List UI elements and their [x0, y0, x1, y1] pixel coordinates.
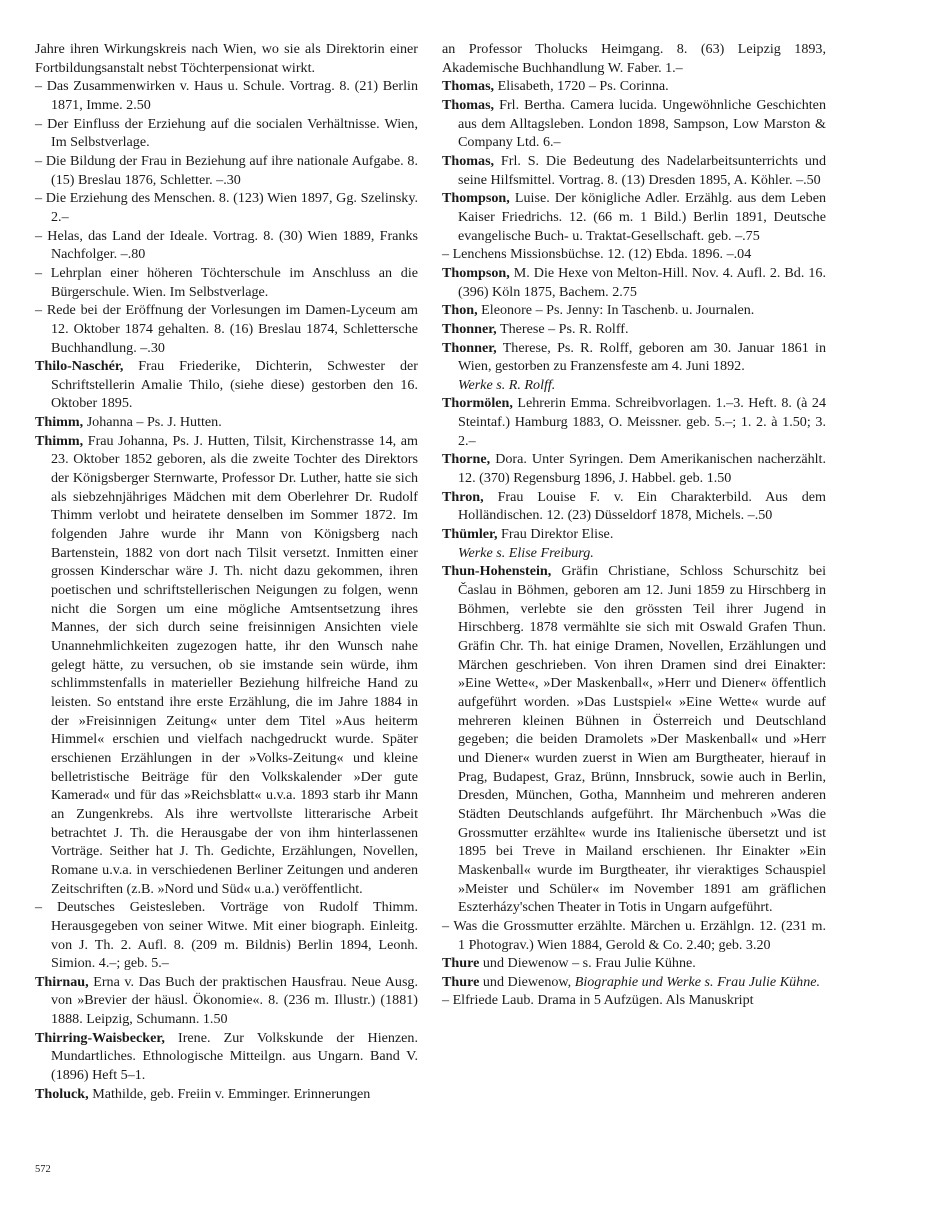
continuation-text: an Professor Tholucks Heimgang. 8. (63) Leipzig 1893, Akademische Buchhandlung W. Faber. 1.– — [442, 41, 826, 76]
sub-entry: – Helas, das Land der Ideale. Vortrag. 8. (30) Wien 1889, Franks Nachfolger. –.80 — [35, 227, 418, 263]
entry-text: Gräfin Christiane, Schloss Schurschitz bei Časlau in Böhmen, geboren am 12. Juni 1859 zu Hirschberg in Böhmen, verlebte sie den grössten Teil ihrer Jugend in Hirschberg. 1878 vermählte sie sich mit Oswald Grafen Thun. Gräfin Chr. Th. hat einige Dramen, Novellen, Erzählungen und Märchen geschrieben. Von ihren Dramen sind drei Einakter: »Eine Wette«, »Der Maskenball«, »Herr und Diener« öffentlich aufgeführt worden. »Das Lustspiel« »Eine Wette« wurde auf mehreren kleinen Bühnen in Österreich und Deutschland gegeben; die beiden Dramolets »Der Maskenball« und »Herr und Diener« wurden zuerst in Wien am Burgtheater, hierauf in Prag, Budapest, Graz, Brünn, Innsbruck, sowie auch in Berlin, Dresden, München, Gotha, Mannheim und mehreren anderen Städten Deutschlands aufgeführt. Ihr Märchenbuch »Was die Grossmutter erzählte« wurde ins Italienische übersetzt und ist 1895 bei Treve in Mailand erschienen. Ihr Einakter »Ein Maskenball« wurde im Burgtheater, ihr vieraktiges Schauspiel »Meister und Schüler« im November 1891 am gräflichen Eszterházy'schen Theater in Totis in Ungarn aufgeführt. — [458, 563, 826, 916]
entry-headword: Thonner, — [442, 339, 497, 356]
entry-headword: Thirnau, — [35, 973, 89, 990]
works-reference: Werke s. Elise Freiburg. — [458, 544, 594, 561]
bibliography-entry — [442, 394, 826, 450]
entry-headword: Thun-Hohenstein, — [442, 563, 552, 580]
entry-headword: Thron, — [442, 488, 484, 505]
entry-headword: Thomas, — [442, 78, 495, 95]
entry-headword: Tholuck, — [35, 1085, 89, 1102]
entry-text: Frl. S. Die Bedeutung des Nadelarbeitsunterrichts und seine Hilfsmittel. Vortrag. 8. (13) Dresden 1895, A. Köhler. –.50 — [458, 152, 826, 188]
entry-headword: Thure — [442, 973, 480, 990]
bibliography-entry — [442, 954, 826, 973]
bibliography-entry — [442, 189, 826, 245]
entry-text: Lehrerin Emma. Schreibvorlagen. 1.–3. Heft. 8. (à 24 Steintaf.) Hamburg 1883, O. Meissner. geb. 5.–; 1. 2. à 1.50; 3. 2.– — [458, 395, 826, 449]
entry-headword: Thümler, — [442, 526, 498, 543]
entry-text: Mathilde, geb. Freiin v. Emminger. Erinnerungen — [88, 1085, 371, 1102]
bibliography-entry — [442, 450, 826, 487]
sub-entry: – Lehrplan einer höheren Töchterschule im Anschluss an die Bürgerschule. Wien. Im Selbstverlage. — [35, 264, 418, 300]
entry-text: und Diewenow – s. Frau Julie Kühne. — [479, 955, 696, 972]
entry-text: Frau Louise F. v. Ein Charakterbild. Aus dem Holländischen. 12. (23) Düsseldorf 1878, Michels. –.50 — [458, 488, 826, 524]
sub-entry: – Deutsches Geistesleben. Vorträge von Rudolf Thimm. Herausgegeben von seiner Witwe. Mit einer biograph. Einleitg. von J. Th. 2. Aufl. 8. (209 m. Bildnis) Berlin 1894, Leonh. Simion. 4.–; geb. 5.– — [35, 899, 418, 972]
bibliography-entry — [442, 96, 826, 152]
bibliography-entry — [35, 357, 418, 413]
bibliography-entry — [35, 973, 418, 1029]
entry-text: Eleonore – Ps. Jenny: In Taschenb. u. Journalen. — [477, 302, 755, 319]
entry-text: Dora. Unter Syringen. Dem Amerikanischen nacherzählt. 12. (370) Regensburg 1896, J. Habbel. geb. 1.50 — [458, 451, 826, 487]
bibliography-entry — [442, 339, 826, 376]
entry-text: M. Die Hexe von Melton-Hill. Nov. 4. Aufl. 2. Bd. 16. (396) Köln 1875, Bachem. 2.75 — [458, 264, 826, 300]
entry-headword: Thure — [442, 955, 480, 972]
entry-text: Erna v. Das Buch der praktischen Hausfrau. Neue Ausg. von »Brevier der häusl. Ökonomie«. 8. (236 m. Illustr.) (1881) 1888. Leipzig, Schumann. 1.50 — [51, 973, 418, 1028]
entry-headword: Thon, — [442, 302, 478, 319]
entry-text: Therese – Ps. R. Rolff. — [496, 320, 629, 337]
bibliography-entry — [442, 77, 826, 96]
entry-headword: Thirring-Waisbecker, — [35, 1029, 165, 1046]
bibliography-entry — [442, 320, 826, 339]
bibliography-entry — [442, 488, 826, 525]
entry-headword: Thormölen, — [442, 395, 513, 412]
right-column — [442, 40, 826, 1010]
sub-entry: – Elfriede Laub. Drama in 5 Aufzügen. Als Manuskript — [442, 992, 754, 1009]
entry-headword: Thimm, — [35, 414, 84, 431]
sub-entry: – Das Zusammenwirken v. Haus u. Schule. Vortrag. 8. (21) Berlin 1871, Imme. 2.50 — [35, 78, 418, 113]
left-column — [35, 40, 418, 1103]
entry-headword: Thompson, — [442, 190, 510, 207]
bibliography-entry — [442, 301, 826, 320]
entry-text: Frl. Bertha. Camera lucida. Ungewöhnliche Geschichten aus dem Alltagsleben. London 1898, Sampson, Low Marston & Company Ltd. 6.– — [458, 96, 826, 151]
sub-entry: – Die Bildung der Frau in Beziehung auf ihre nationale Aufgabe. 8. (15) Breslau 1876, Schletter. –.30 — [35, 152, 418, 188]
bibliography-entry — [442, 152, 826, 189]
bibliography-entry — [442, 264, 826, 301]
bibliography-entry — [35, 1029, 418, 1085]
entry-headword: Thimm, — [35, 432, 84, 449]
entry-headword: Thorne, — [442, 451, 491, 468]
entry-text: Frau Direktor Elise. — [497, 526, 614, 543]
entry-italic-text: Biographie und Werke s. Frau Julie Kühne. — [574, 973, 821, 990]
entry-headword: Thomas, — [442, 96, 495, 113]
sub-entry: – Rede bei der Eröffnung der Vorlesungen im Damen-Lyceum am 12. Oktober 1874 gehalten. 8. (16) Breslau 1874, Schlettersche Buchhandlung. –.30 — [35, 302, 418, 356]
bibliography-entry — [35, 1085, 418, 1104]
entry-headword: Thompson, — [442, 264, 510, 281]
page-number: 572 — [35, 1164, 51, 1175]
entry-headword: Thomas, — [442, 152, 495, 169]
sub-entry: – Was die Grossmutter erzählte. Märchen u. Erzählgn. 12. (231 m. 1 Photograv.) Wien 1884, Gerold & Co. 2.40; geb. 3.20 — [442, 917, 826, 953]
entry-headword: Thonner, — [442, 320, 497, 337]
sub-entry: – Der Einfluss der Erziehung auf die socialen Verhältnisse. Wien, Im Selbstverlage. — [35, 115, 418, 151]
entry-text: Frau Johanna, Ps. J. Hutten, Tilsit, Kirchenstrasse 14, am 23. Oktober 1852 geboren, als die zweite Tochter des Direktors der Königsberger Sternwarte, Professor Dr. Luther, hatte sie sich als siebzehnjähriges Mädchen mit dem Oberlehrer Dr. Rudolf Thimm verlobt und heiratete denselben im Sommer 1872. Im folgenden Jahre wurde ihr Mann von Königsberg nach Bartenstein, 1882 von dort nach Tilsit versetzt. Inmitten einer grossen Kinderschar wäre J. Th. nicht dazu gekommen, ihren poetischen und schriftstellerischen Neigungen zu folgen, wenn nicht die Sorgen um eine mögliche Amtsentsetzung ihres Mannes, der sich durch seine freisinnigen Ansichten viele Unannehmlichkeiten zugezogen hatte, ihr den Wunsch nahe gelegt hätte, zu versuchen, ob sie imstande sein würde, ihm schlimmstenfalls in materieller Beziehung hilfreiche Hand zu leisten. So entstand ihre erste Erzählung, die im Jahre 1884 in der »Freisinnigen Zeitung« unter dem Titel »Aus heiterm Himmel« erschien und vielfach nachgedruckt wurde. Später erschienen Erzählungen in der »Volks-Zeitung« und kleine belletristische Beiträge für den Volkskalender »Der gute Kamerad« und für das »Reichsblatt« u.v.a. 1893 starb ihr Mann an Zungenkrebs. Als ihre wertvollste litterarische Arbeit betrachtet J. Th. die Herausgabe der von ihm hinterlassenen Vorträge. Seither hat J. Th. Gedichte, Erzählungen, Novellen, Romane u.v.a. in verschiedenen Berliner Zeitungen und anderen Zeitschriften (z.B. »Nord und Süd« u.a.) veröffentlicht. — [51, 432, 418, 897]
entry-text: Frau Friederike, Dichterin, Schwester der Schriftstellerin Amalie Thilo, (siehe diese) gestorben den 16. Oktober 1895. — [51, 358, 418, 412]
entry-text: Irene. Zur Volkskunde der Hienzen. Mundartliches. Ethnologische Mitteilgn. aus Ungarn. Band V. (1896) Heft 5–1. — [51, 1029, 418, 1084]
entry-text: Johanna – Ps. J. Hutten. — [83, 414, 222, 431]
sub-entry: – Die Erziehung des Menschen. 8. (123) Wien 1897, Gg. Szelinsky. 2.– — [35, 190, 418, 225]
entry-text: Therese, Ps. R. Rolff, geboren am 30. Januar 1861 in Wien, gestorben zu Franzensfeste am 4. Juni 1892. — [458, 339, 826, 375]
bibliography-entry — [35, 432, 418, 898]
continuation-text: Jahre ihren Wirkungskreis nach Wien, wo sie als Direktorin einer Fortbildungsanstalt nebst Töchterpensionat wirkt. — [35, 41, 418, 76]
bibliography-entry — [442, 973, 826, 992]
bibliography-entry — [442, 525, 826, 544]
sub-entry: – Lenchens Missionsbüchse. 12. (12) Ebda. 1896. –.04 — [442, 246, 752, 263]
entry-headword: Thilo-Naschér, — [35, 358, 124, 375]
bibliography-entry — [442, 562, 826, 916]
entry-text: und Diewenow, — [479, 973, 575, 990]
entry-text: Elisabeth, 1720 – Ps. Corinna. — [494, 78, 669, 95]
bibliography-entry — [35, 413, 418, 432]
entry-text: Luise. Der königliche Adler. Erzählg. aus dem Leben Kaiser Friedrichs. 12. (66 m. 1 Bild.) Berlin 1891, Deutsche evangelische Buch- u. Traktat-Gesellschaft. geb. –.75 — [458, 190, 826, 244]
works-reference: Werke s. R. Rolff. — [458, 376, 556, 393]
